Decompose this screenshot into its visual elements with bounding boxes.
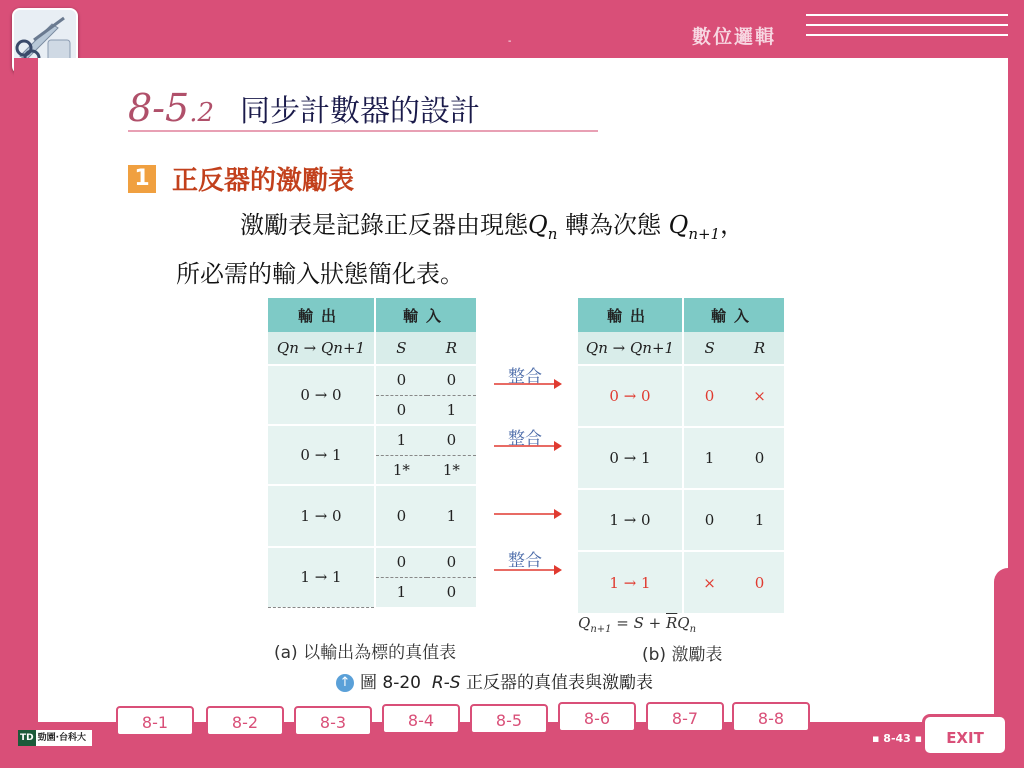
truth-s-cell: 1 (375, 425, 427, 455)
truth-r-cell: 0 (427, 547, 476, 577)
excitation-r-cell: 0 (735, 551, 784, 613)
excitation-output-cell: 0 → 0 (578, 365, 683, 427)
header-dot: - (508, 36, 512, 47)
merge-arrow-2-icon (494, 440, 562, 452)
right-frame-tab (994, 568, 1024, 722)
excitation-formula (578, 614, 696, 635)
header-deco-lines (806, 14, 1008, 44)
truth-subheader-r: R (427, 332, 476, 365)
nav-button-8-2[interactable]: 8-2 (206, 706, 284, 736)
publisher-name: 勁園·台科大 (37, 733, 87, 743)
nav-button-8-7[interactable]: 8-7 (646, 702, 724, 732)
table-row (578, 489, 784, 551)
truth-table (268, 298, 476, 608)
excitation-header-output: 輸出 (578, 298, 683, 332)
truth-output-cell: 1 → 1 (268, 547, 375, 607)
section-title-text: 同步計數器的設計 (240, 94, 481, 129)
truth-r-cell: 0 (427, 365, 476, 395)
nav-button-8-1[interactable]: 8-1 (116, 706, 194, 736)
var-n1: n+1 (688, 224, 721, 243)
excitation-subheader-q: Qn → Qn+1 (578, 332, 683, 365)
truth-s-cell: 1 (375, 577, 427, 607)
table-row (578, 551, 784, 613)
nav-button-8-4[interactable]: 8-4 (382, 704, 460, 734)
excitation-table (578, 298, 784, 613)
publisher-mark-icon: TD (18, 730, 36, 746)
formula-r-bar: $\overline{R}$ (666, 614, 678, 632)
figure-rs: R-S (431, 673, 461, 693)
formula-q-sub: n (689, 624, 697, 635)
truth-r-cell: 1 (427, 485, 476, 547)
content-area (38, 58, 1008, 722)
formula-lhs: Q (578, 614, 591, 632)
excitation-r-cell: 1 (735, 489, 784, 551)
formula-lhs-sub: n+1 (590, 624, 612, 635)
course-title: 數位邏輯 (692, 26, 777, 48)
page-number-text: 8-43 (883, 732, 911, 745)
table-row (268, 547, 476, 577)
paragraph-line-2: 所必需的輸入狀態簡化表。 (176, 260, 464, 288)
excitation-subheader-s: S (683, 332, 735, 365)
truth-r-cell: 0 (427, 425, 476, 455)
subsection-badge: 1 (128, 165, 156, 193)
var-n: n (547, 224, 558, 243)
var-q2: Q (668, 211, 689, 239)
exit-button[interactable]: EXIT (922, 714, 1008, 756)
excitation-s-cell: × (683, 551, 735, 613)
table-row (268, 425, 476, 455)
excitation-output-cell: 0 → 1 (578, 427, 683, 489)
truth-subheader-s: S (375, 332, 427, 365)
truth-s-cell: 0 (375, 485, 427, 547)
paragraph-text-c: ， (720, 211, 745, 239)
truth-s-cell: 0 (375, 395, 427, 425)
paragraph-text-a: 激勵表是記錄正反器由現態 (240, 211, 528, 239)
nav-button-8-3[interactable]: 8-3 (294, 706, 372, 736)
arrow-3-icon (494, 508, 562, 520)
excitation-r-cell: × (735, 365, 784, 427)
truth-output-cell: 1 → 0 (268, 485, 375, 547)
var-q: Q (528, 211, 548, 239)
merge-arrow-4-icon (494, 564, 562, 576)
excitation-output-cell: 1 → 0 (578, 489, 683, 551)
excitation-subheader-r: R (735, 332, 784, 365)
page-number: ▪ 8-43 ▪ (872, 732, 923, 745)
truth-s-cell: 0 (375, 547, 427, 577)
truth-r-cell: 1 (427, 395, 476, 425)
nav-button-8-6[interactable]: 8-6 (558, 702, 636, 732)
truth-header-output: 輸出 (268, 298, 375, 332)
truth-header-input: 輸入 (375, 298, 476, 332)
nav-button-8-5[interactable]: 8-5 (470, 704, 548, 734)
paragraph-text-b: 轉為次態 (557, 211, 669, 239)
table-row (578, 365, 784, 427)
merge-arrow-1-icon (494, 378, 562, 390)
table-row (578, 427, 784, 489)
caption-a: (a) 以輸出為標的真值表 (274, 643, 457, 663)
truth-r-cell: 1* (427, 455, 476, 485)
excitation-s-cell: 1 (683, 427, 735, 489)
merge-label-2: 整合 (508, 429, 542, 449)
truth-r-cell: 0 (427, 577, 476, 607)
caption-b: (b) 激勵表 (642, 645, 723, 665)
excitation-s-cell: 0 (683, 489, 735, 551)
truth-s-cell: 0 (375, 365, 427, 395)
truth-s-cell: 1* (375, 455, 427, 485)
merge-label-4: 整合 (508, 551, 542, 571)
subsection-heading (128, 160, 354, 197)
section-number: 8-5 (128, 86, 190, 130)
section-underline (128, 130, 598, 132)
figure-caption-text: 正反器的真值表與激勵表 (460, 673, 653, 693)
up-arrow-icon: ↑ (336, 674, 354, 692)
paragraph-line-1 (240, 205, 1000, 243)
figure-number: 圖 8-20 (360, 673, 421, 693)
table-row (268, 485, 476, 547)
table-row (268, 365, 476, 395)
formula-eq: = S + (611, 614, 666, 632)
excitation-header-input: 輸入 (683, 298, 784, 332)
truth-subheader-q: Qn → Qn+1 (268, 332, 375, 365)
truth-output-cell: 0 → 1 (268, 425, 375, 485)
excitation-s-cell: 0 (683, 365, 735, 427)
merge-label-1: 整合 (508, 367, 542, 387)
section-title (128, 86, 480, 130)
section-sub-number: .2 (189, 98, 215, 128)
figure-caption (336, 668, 653, 693)
nav-button-8-8[interactable]: 8-8 (732, 702, 810, 732)
excitation-r-cell: 0 (735, 427, 784, 489)
subsection-title: 正反器的激勵表 (172, 166, 355, 196)
frame-left (0, 0, 14, 768)
publisher-logo (18, 730, 92, 746)
excitation-output-cell: 1 → 1 (578, 551, 683, 613)
left-frame-tab (14, 58, 38, 408)
truth-output-cell: 0 → 0 (268, 365, 375, 425)
formula-q: Q (677, 614, 690, 632)
